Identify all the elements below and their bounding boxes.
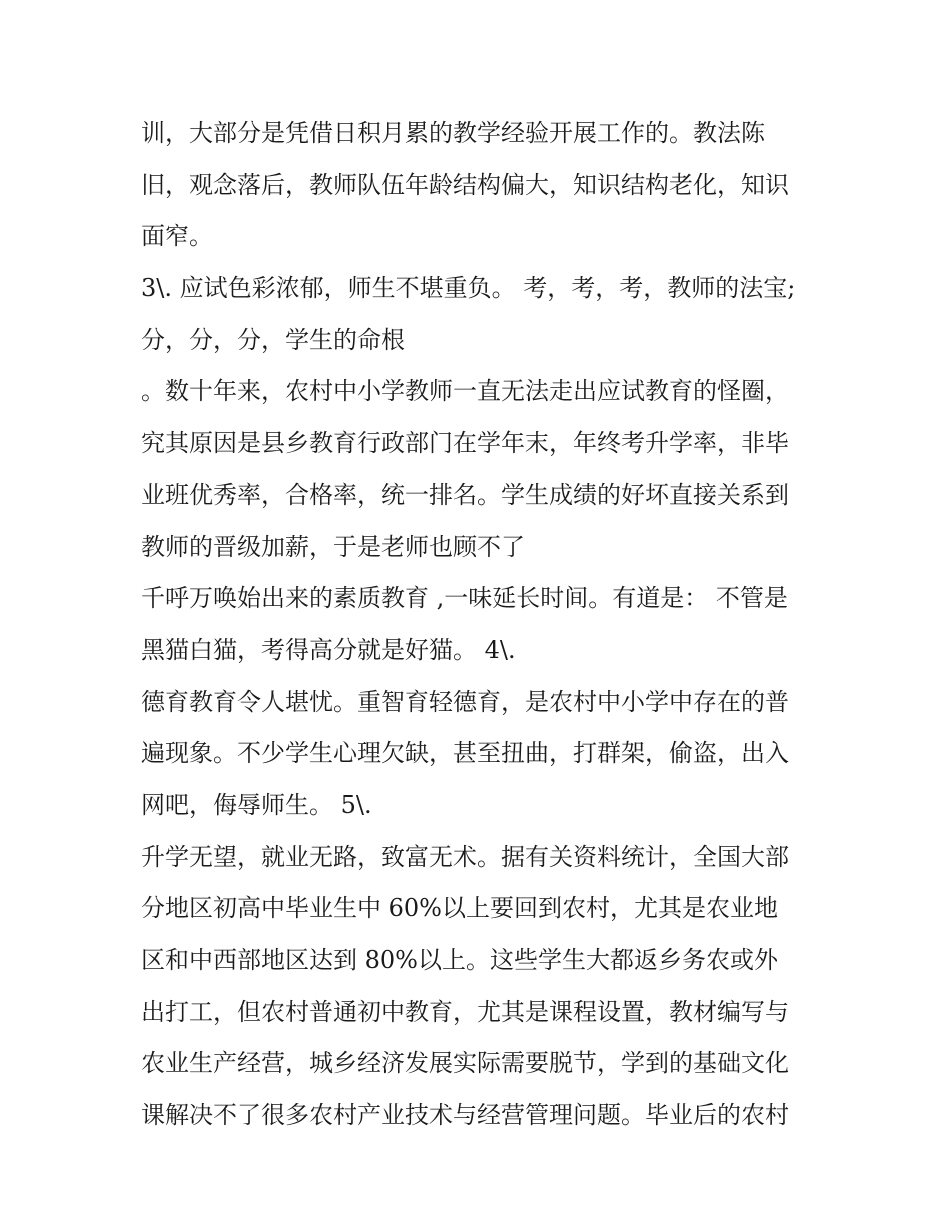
text-line: 课解决不了很多农村产业技术与经营管理问题。毕业后的农村	[141, 1101, 789, 1130]
text-line: 区和中西部地区达到 80%以上。这些学生大都返乡务农或外	[141, 946, 778, 974]
document-body	[141, 108, 821, 1142]
text-line: 业班优秀率，合格率，统一排名。学生成绩的好坏直接关系到	[141, 480, 789, 509]
text-line: 遍现象。不少学生心理欠缺，甚至扭曲，打群架，偷盗，出入	[141, 739, 789, 768]
text-line: 。数十年来，农村中小学教师一直无法走出应试教育的怪圈，	[141, 377, 789, 406]
text-line: 网吧，侮辱师生。 5\.	[141, 790, 372, 819]
text-line: 教师的晋级加薪，于是老师也顾不了	[141, 532, 525, 561]
text-line: 德育教育令人堪忧。重智育轻德育，是农村中小学中存在的普	[141, 687, 789, 716]
text-line: 究其原因是县乡教育行政部门在学年末，年终考升学率，非毕	[141, 429, 789, 458]
text-line: 旧，观念落后，教师队伍年龄结构偏大，知识结构老化，知识	[141, 170, 789, 199]
text-line: 升学无望，就业无路，致富无术。据有关资料统计，全国大部	[141, 842, 789, 871]
text-line: 出打工，但农村普通初中教育，尤其是课程设置，教材编写与	[141, 997, 789, 1026]
text-line: 分地区初高中毕业生中 60%以上要回到农村，尤其是农业地	[141, 894, 778, 923]
text-line: 千呼万唤始出来的素质教育 ,一味延长时间。有道是： 不管是	[141, 584, 788, 613]
text-line: 分，分，分，学生的命根	[141, 325, 405, 354]
text-line: 农业生产经营，城乡经济发展实际需要脱节，学到的基础文化	[141, 1049, 789, 1078]
text-line: 训，大部分是凭借日积月累的教学经验开展工作的。教法陈	[141, 119, 765, 147]
text-line: 3\. 应试色彩浓郁，师生不堪重负。 考，考，考，教师的法宝;	[141, 274, 796, 303]
text-line: 黑猫白猫，考得高分就是好猫。 4\.	[141, 635, 516, 664]
text-line: 面窄。	[141, 222, 213, 251]
